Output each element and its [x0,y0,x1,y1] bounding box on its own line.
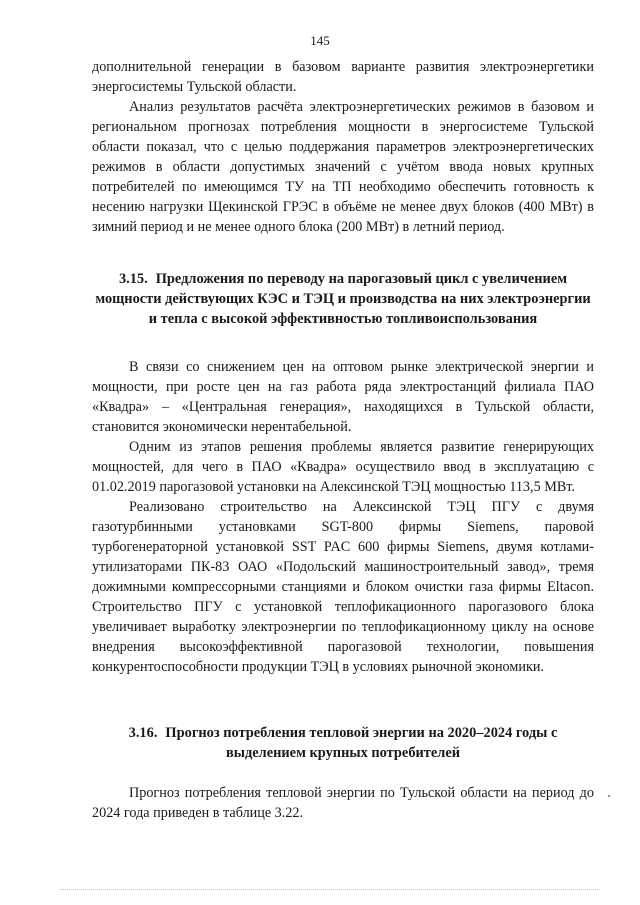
scan-speck [608,795,610,797]
section-heading-3-16 [92,723,594,763]
section-3-15-paragraph-2: Одним из этапов решения проблемы является развитие генерирующих мощностей, для чего в ПАО «Квадра» осуществило ввод в эксплуатацию с 01.02.2019 парогазовой установки на Алексинской ТЭЦ мощностью 113,5 МВт. [92,439,594,495]
intro-text [92,57,594,237]
section-3-16-paragraph-1: Прогноз потребления тепловой энергии по Тульской области на период до 2024 года приведен в таблице 3.22. [92,785,594,821]
page-number: 145 [310,33,330,48]
intro-paragraph-analysis: Анализ результатов расчёта электроэнергетических режимов в базовом и региональном прогнозах потребления мощности в энергосистеме Тульской области показал, что с целью поддержания параметров электроэнергетических режимов в области допустимых значений с учётом ввода новых крупных потребителей по имеющимся ТУ на ТП необходимо обеспечить готовность к несению нагрузки Щекинской ГРЭС в объёме не менее двух блоков (400 МВт) в зимний период и не менее одного блока (200 МВт) в летний период. [92,99,594,235]
section-number: 3.15. [118,271,148,287]
section-3-16-body [92,783,594,823]
footer-scan-line [60,889,600,890]
section-title: Предложения по переводу на парогазовый цикл с увеличением мощности действующих КЭС и ТЭЦ и производства на них электроэнергии и тепла с высокой эффективностью топливоиспользования [95,271,591,327]
section-3-15-paragraph-3: Реализовано строительство на Алексинской ТЭЦ ПГУ с двумя газотурбинными установками SGT-800 фирмы Siemens, паровой турбогенераторной установкой SST PAC 600 фирмы Siemens, двумя котлами-утилизаторами ПК-83 ОАО «Подольский машиностроительный завод», тремя дожимными компрессорными станциями и блоком очистки газа фирмы Eltacon. Строительство ПГУ с установкой теплофикационного парогазового блока увеличивает выработку электроэнергии по теплофикационному циклу на основе внедрения высокоэффективной парогазовой технологии, повышения конкурентоспособности продукции ТЭЦ в условиях рыночной экономики. [92,499,594,675]
section-title: Прогноз потребления тепловой энергии на 2020–2024 годы с выделением крупных потребителей [165,725,558,761]
section-3-15-body [92,357,594,677]
section-3-15-paragraph-1: В связи со снижением цен на оптовом рынке электрической энергии и мощности, при росте цен на газ работа ряда электростанций филиала ПАО «Квадра» – «Центральная генерация», находящихся в Тульской области, становится экономически нерентабельной. [92,359,594,435]
section-heading-3-15 [92,269,594,329]
intro-paragraph-continuation: дополнительной генерации в базовом варианте развития электроэнергетики энергосистемы Тульской области. [92,59,594,95]
section-number: 3.16. [128,725,158,741]
